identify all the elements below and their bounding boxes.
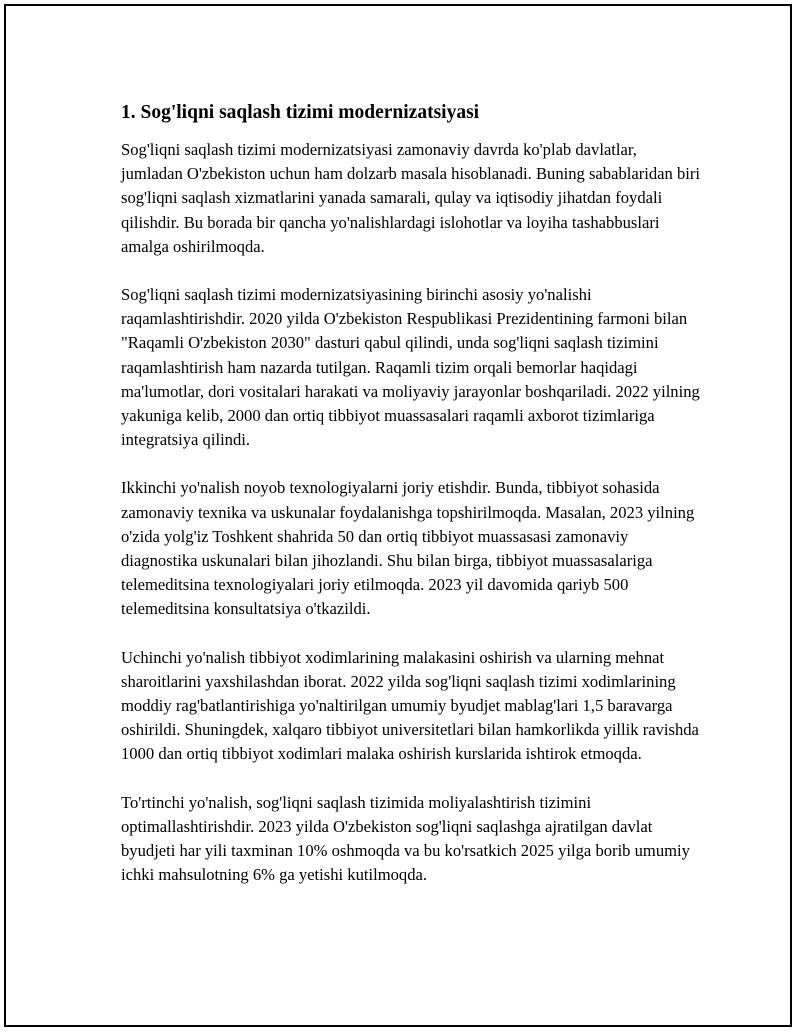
paragraph-staff-training: Uchinchi yo'nalish tibbiyot xodimlarining malakasini oshirish va ularning mehnat sharoitlarini yaxshilashdan iborat. 2022 yilda sog'liqni saqlash tizimi xodimlarining moddiy rag'batlantirishiga yo'naltirilgan umumiy byudjet mablag'lari 1,5 baravarga oshirildi. Shuningdek, xalqaro tibbiyot universitetlari bilan hamkorlikda yillik ravishda 1000 dan ortiq tibbiyot xodimlari malaka oshirish kurslarida ishtirok etmoqda. xyxy=(121,647,699,764)
section-title: 1. Sog'liqni saqlash tizimi modernizatsiyasi xyxy=(121,102,480,123)
paragraph-technologies: Ikkinchi yo'nalish noyob texnologiyalarni joriy etishdir. Bunda, tibbiyot sohasida zamonaviy texnika va uskunalar foydalanishga topshirilmoqda. Masalan, 2023 yilning o'zida yolg'iz Toshkent shahrida 50 dan ortiq tibbiyot muassasasi zamonaviy diagnostika uskunalari bilan jihozlandi. Shu bilan birga, tibbiyot muassasalariga telemeditsina texnologiyalari joriy etilmoqda. 2023 yil davomida qariyb 500 telemeditsina konsultatsiya o'tkazildi. xyxy=(121,478,695,619)
paragraph-financing: To'rtinchi yo'nalish, sog'liqni saqlash tizimida moliyalashtirish tizimini optimallashtirishdir. 2023 yilda O'zbekiston sog'liqni saqlashga ajratilgan davlat byudjeti har yili taxminan 10% oshmoqda va bu ko'rsatkich 2025 yilga borib umumiy ichki mahsulotning 6% ga yetishi kutilmoqda. xyxy=(121,792,690,885)
paragraph-intro: Sog'liqni saqlash tizimi modernizatsiyasi zamonaviy davrda ko'plab davlatlar, jumladan O'zbekiston uchun ham dolzarb masala hisoblanadi. Buning sabablaridan biri sog'liqni saqlash xizmatlarini yanada samarali, qulay va iqtisodiy jihatdan foydali qilishdir. Bu borada bir qancha yo'nalishlardagi islohotlar va loyiha tashabbuslari amalga oshirilmoqda. xyxy=(121,140,701,256)
document-body xyxy=(121,101,701,911)
paragraph-digitalization: Sog'liqni saqlash tizimi modernizatsiyasining birinchi asosiy yo'nalishi raqamlashtirishdir. 2020 yilda O'zbekiston Respublikasi Prezidentining farmoni bilan "Raqamli O'zbekiston 2030" dasturi qabul qilindi, unda sog'liqni saqlash tizimini raqamlashtirish ham nazarda tutilgan. Raqamli tizim orqali bemorlar haqidagi ma'lumotlar, dori vositalari harakati va moliyaviy jarayonlar boshqariladi. 2022 yilning yakuniga kelib, 2000 dan ortiq tibbiyot muassasalari raqamli axborot tizimlariga integratsiya qilindi. xyxy=(121,285,700,450)
page-frame xyxy=(4,4,792,1027)
